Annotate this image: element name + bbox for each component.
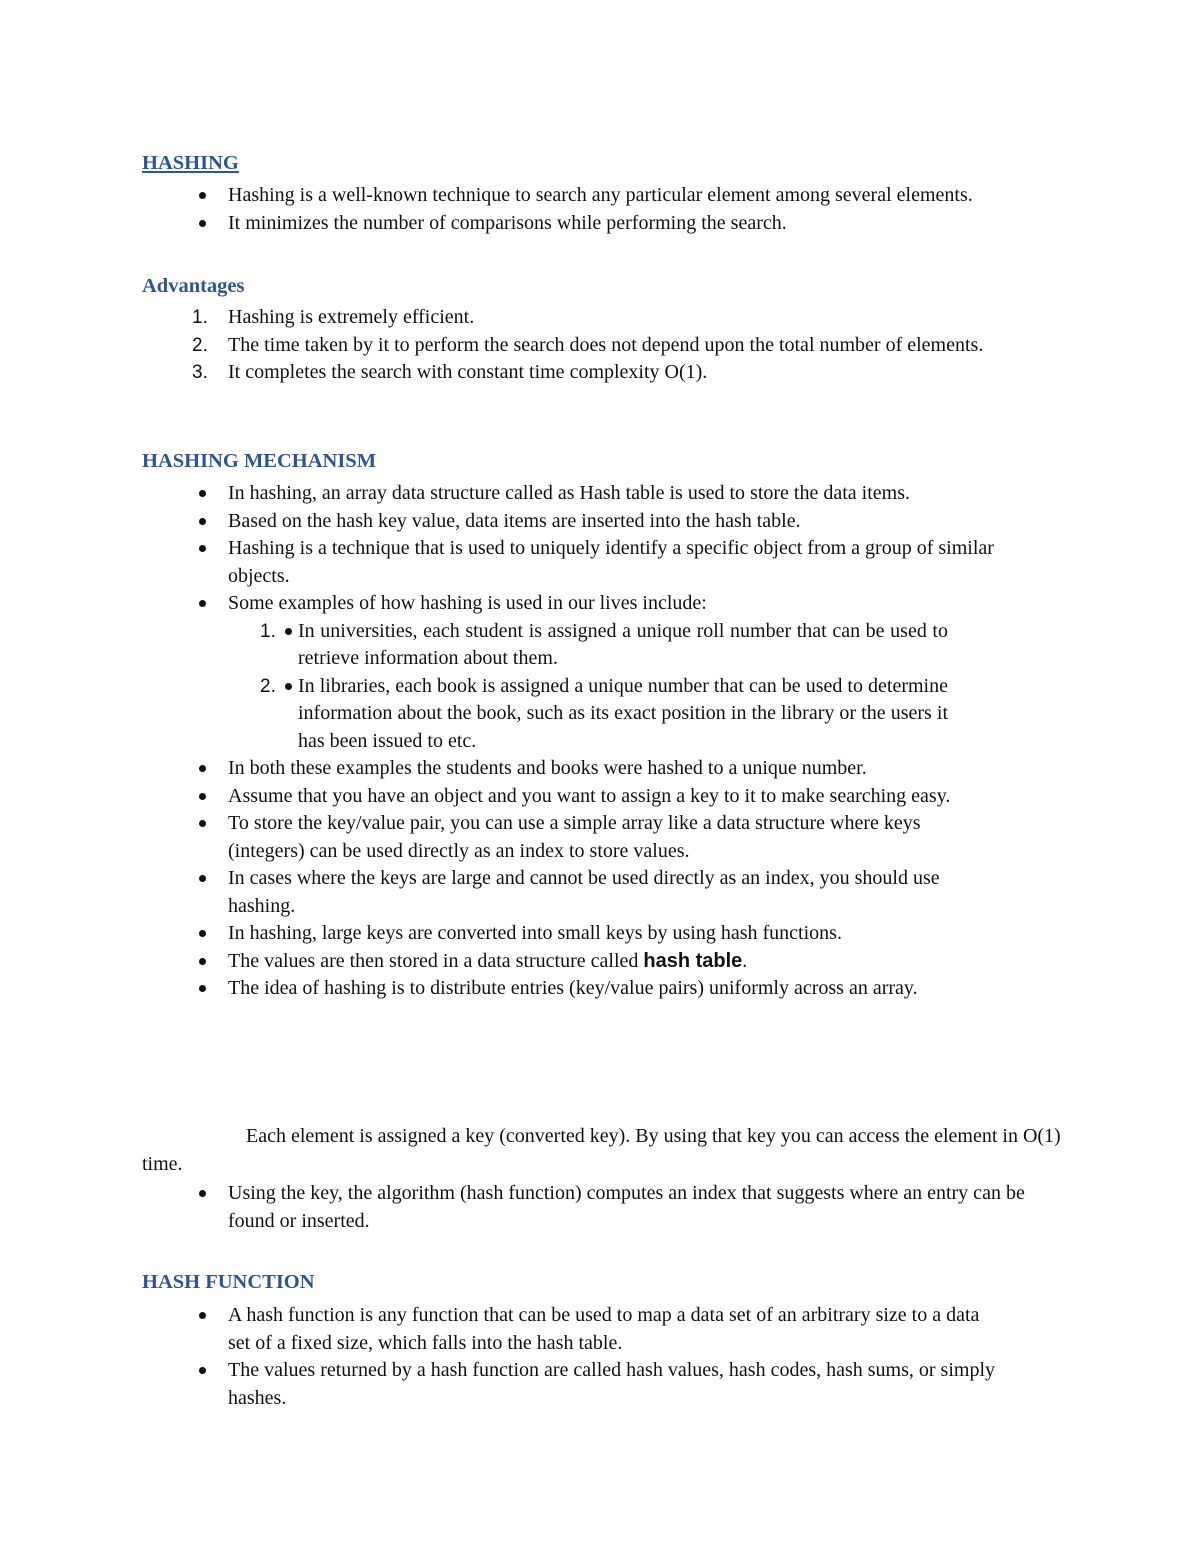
list-item: A hash function is any function that can be used to map a data set of an arbitrary size to a data set of a fixed size, which falls into the hash table. xyxy=(142,1302,1002,1357)
hash-function-bullet-list xyxy=(142,1302,1002,1412)
list-item-text: In universities, each student is assigned a unique roll number that can be used to retrieve information about them. xyxy=(298,619,948,669)
list-item: The values returned by a hash function are called hash values, hash codes, hash sums, or simply hashes. xyxy=(142,1357,1002,1412)
list-item xyxy=(142,359,1042,387)
list-number: 2. xyxy=(192,334,208,356)
hash-table-term: hash table xyxy=(643,949,743,972)
heading-hashing: HASHING xyxy=(142,152,239,174)
list-number: 1. xyxy=(260,620,276,642)
hashing-bullet-list xyxy=(142,182,1022,237)
list-item-text: In libraries, each book is assigned a unique number that can be used to determine information about the book, such as its exact position in the library or the users it has been issued to etc. xyxy=(298,674,948,752)
list-item-text: It completes the search with constant time complexity O(1). xyxy=(228,361,708,383)
list-number: 1. xyxy=(192,307,208,328)
list-item xyxy=(228,618,948,673)
heading-hash-function: HASH FUNCTION xyxy=(142,1271,315,1293)
list-number: 2. xyxy=(260,675,276,697)
list-item-text: Some examples of how hashing is used in our lives include: xyxy=(228,592,707,614)
heading-hashing-mechanism: HASHING MECHANISM xyxy=(142,450,377,472)
list-item: Based on the hash key value, data items are inserted into the hash table. xyxy=(142,508,1002,536)
list-item: In cases where the keys are large and cannot be used directly as an index, you should use hashing. xyxy=(142,865,1002,920)
heading-advantages: Advantages xyxy=(142,275,245,297)
list-item: Hashing is a technique that is used to uniquely identify a specific object from a group of similar objects. xyxy=(142,535,1002,590)
using-key-bullet-list xyxy=(142,1180,1032,1235)
list-item xyxy=(142,590,1002,755)
paragraph-text: Each element is assigned a key (converted key). By using that key you can access the element in O(1) time. xyxy=(142,1125,1061,1175)
list-item: Assume that you have an object and you want to assign a key to it to make searching easy. xyxy=(142,783,1002,811)
list-item xyxy=(142,304,1042,332)
list-item-text: The values are then stored in a data structure called xyxy=(228,949,644,972)
list-number: 3. xyxy=(192,362,208,383)
list-item: It minimizes the number of comparisons while performing the search. xyxy=(142,210,1022,238)
list-item-text: Hashing is extremely efficient. xyxy=(228,306,475,328)
list-item xyxy=(142,948,1002,976)
list-item: Hashing is a well-known technique to search any particular element among several elements. xyxy=(142,182,1022,210)
list-item: In hashing, large keys are converted into small keys by using hash functions. xyxy=(142,920,1002,948)
list-item xyxy=(228,673,948,756)
paragraph-converted-key xyxy=(142,1123,1062,1178)
list-item xyxy=(142,332,1042,360)
list-item: Using the key, the algorithm (hash function) computes an index that suggests where an entry can be found or inserted. xyxy=(142,1180,1032,1235)
list-item: The idea of hashing is to distribute entries (key/value pairs) uniformly across an array. xyxy=(142,975,1002,1003)
list-item: In hashing, an array data structure called as Hash table is used to store the data items. xyxy=(142,480,1002,508)
advantages-list xyxy=(142,304,1042,387)
list-item-text: . xyxy=(742,949,748,972)
mechanism-bullet-list xyxy=(142,480,1002,1003)
list-item: In both these examples the students and books were hashed to a unique number. xyxy=(142,755,1002,783)
examples-numbered-list xyxy=(228,618,948,756)
list-item: To store the key/value pair, you can use a simple array like a data structure where keys (integers) can be used directly as an index to store values. xyxy=(142,810,1002,865)
list-item-text: The time taken by it to perform the search does not depend upon the total number of elements. xyxy=(228,333,984,356)
